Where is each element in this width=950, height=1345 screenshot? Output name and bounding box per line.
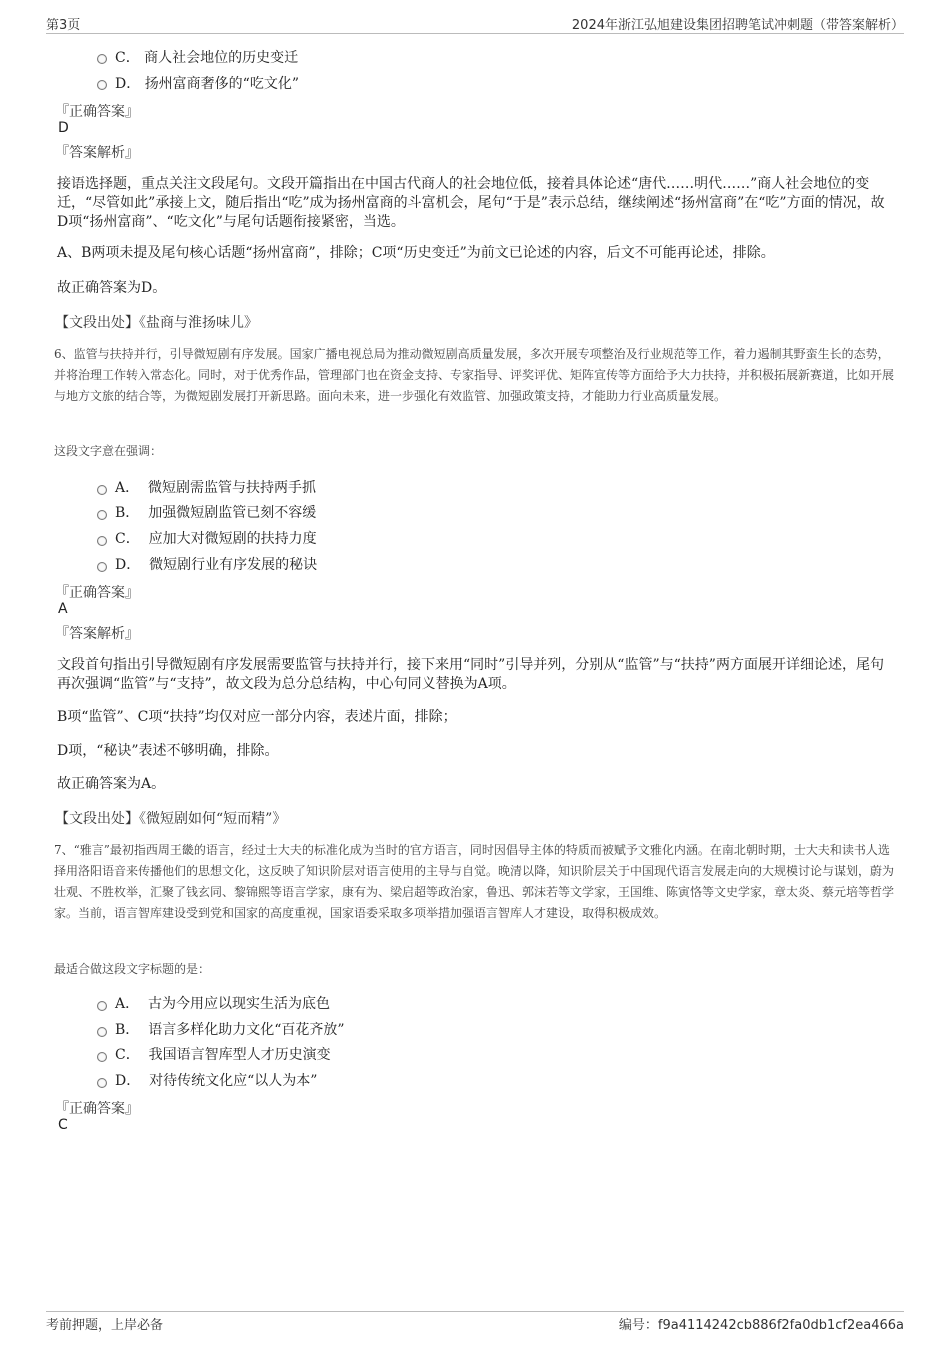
radio-icon[interactable] bbox=[97, 1052, 107, 1062]
footer-slogan: 考前押题，上岸必备 bbox=[46, 1318, 164, 1333]
option-label: B． 语言多样化助力文化“百花齐放” bbox=[115, 1022, 345, 1038]
answer-value: A bbox=[58, 601, 68, 617]
radio-icon[interactable] bbox=[97, 485, 107, 495]
answer-label: 『正确答案』 bbox=[55, 585, 139, 601]
source-citation: 【文段出处】《盐商与淮扬味儿》 bbox=[55, 315, 258, 331]
analysis-paragraph: D项，“秘诀”表述不够明确，排除。 bbox=[57, 743, 279, 759]
option-label: D． 扬州富商奢侈的“吃文化” bbox=[115, 76, 300, 92]
analysis-paragraph: 故正确答案为A。 bbox=[57, 776, 166, 792]
analysis-paragraph: 故正确答案为D。 bbox=[57, 280, 167, 296]
radio-icon[interactable] bbox=[97, 536, 107, 546]
answer-value: C bbox=[58, 1117, 68, 1133]
radio-icon[interactable] bbox=[97, 510, 107, 520]
analysis-paragraph: B项“监管”、C项“扶持”均仅对应一部分内容，表述片面，排除； bbox=[57, 709, 457, 725]
document-id: 编号：f9a4114242cb886f2fa0db1cf2ea466a bbox=[618, 1318, 904, 1333]
option-label: D． 微短剧行业有序发展的秘诀 bbox=[115, 557, 318, 573]
option-label: D． 对待传统文化应“以人为本” bbox=[115, 1073, 318, 1089]
question-prompt: 这段文字意在强调： bbox=[54, 444, 163, 458]
question-passage: 7、“雅言”最初指西周王畿的语言，经过士大夫的标准化成为当时的官方语言，同时因倡导主体的特质而被赋予文雅化内涵。在南北朝时期，士大夫和读书人选择用洛阳语音来传播他们的思想文化，这反映了知识阶层对语言使用的主导与自觉。晚清以降，知识阶层关于中国现代语言发展走向的大规模讨论与谋划，蔚为壮观、不胜枚举，汇聚了钱玄同、黎锦熙等语言学家，康有为、梁启超等政治家，鲁迅、郭沫若等文学家，王国维、陈寅恪等文史学家，章太炎、蔡元培等哲学家。当前，语言智库建设受到党和国家的高度重视，国家语委采取多项举措加强语言智库人才建设，取得积极成效。 bbox=[54, 843, 895, 920]
radio-icon[interactable] bbox=[97, 1078, 107, 1088]
answer-value: D bbox=[58, 120, 69, 136]
answer-label: 『正确答案』 bbox=[55, 1101, 139, 1117]
analysis-paragraph: 文段首句指出引导微短剧有序发展需要监管与扶持并行，接下来用“同时”引导并列，分别从“监管”与“扶持”两方面展开详细论述，尾句再次强调“监管”与“支持”，故文段为总分总结构，中心句同义替换为A项。 bbox=[57, 657, 884, 692]
analysis-label: 『答案解析』 bbox=[55, 626, 139, 642]
radio-icon[interactable] bbox=[97, 562, 107, 572]
option-label: C． 我国语言智库型人才历史演变 bbox=[115, 1047, 331, 1063]
radio-icon[interactable] bbox=[97, 1001, 107, 1011]
header-divider bbox=[46, 33, 904, 34]
radio-icon[interactable] bbox=[97, 80, 107, 90]
document-title: 2024年浙江弘旭建设集团招聘笔试冲刺题（带答案解析） bbox=[571, 18, 904, 33]
source-citation: 【文段出处】《微短剧如何“短而精”》 bbox=[55, 811, 287, 827]
analysis-paragraph: 接语选择题，重点关注文段尾句。文段开篇指出在中国古代商人的社会地位低，接着具体论述“唐代……明代……”商人社会地位的变迁，“尽管如此”承接上文，随后指出“吃”成为扬州富商的斗富机会，尾句“于是”表示总结，继续阐述“扬州富商”在“吃”方面的情况，故D项“扬州富商”、“吃文化”与尾句话题衔接紧密，当选。 bbox=[57, 176, 885, 230]
question-passage: 6、监管与扶持并行，引导微短剧有序发展。国家广播电视总局为推动微短剧高质量发展，多次开展专项整治及行业规范等工作，着力遏制其野蛮生长的态势，并将治理工作转入常态化。同时，对于优秀作品，管理部门也在资金支持、专家指导、评奖评优、矩阵宣传等方面给予大力扶持，并积极拓展新赛道，比如开展与地方文旅的结合等，为微短剧发展打开新思路。面向未来，进一步强化有效监管、加强政策支持，才能助力行业高质量发展。 bbox=[54, 347, 895, 403]
question-prompt: 最适合做这段文字标题的是： bbox=[54, 962, 211, 976]
option-label: A． 微短剧需监管与扶持两手抓 bbox=[115, 480, 317, 496]
option-label: C． 商人社会地位的历史变迁 bbox=[115, 50, 299, 66]
option-label: B． 加强微短剧监管已刻不容缓 bbox=[115, 505, 317, 521]
answer-label: 『正确答案』 bbox=[55, 104, 139, 120]
analysis-label: 『答案解析』 bbox=[55, 145, 139, 161]
option-label: C． 应加大对微短剧的扶持力度 bbox=[115, 531, 317, 547]
radio-icon[interactable] bbox=[97, 1027, 107, 1037]
page-number: 第3页 bbox=[46, 18, 81, 33]
footer-divider bbox=[46, 1311, 904, 1312]
analysis-paragraph: A、B两项未提及尾句核心话题“扬州富商”，排除；C项“历史变迁”为前文已论述的内容，后文不可能再论述，排除。 bbox=[57, 245, 775, 261]
option-label: A． 古为今用应以现实生活为底色 bbox=[115, 996, 331, 1012]
radio-icon[interactable] bbox=[97, 54, 107, 64]
